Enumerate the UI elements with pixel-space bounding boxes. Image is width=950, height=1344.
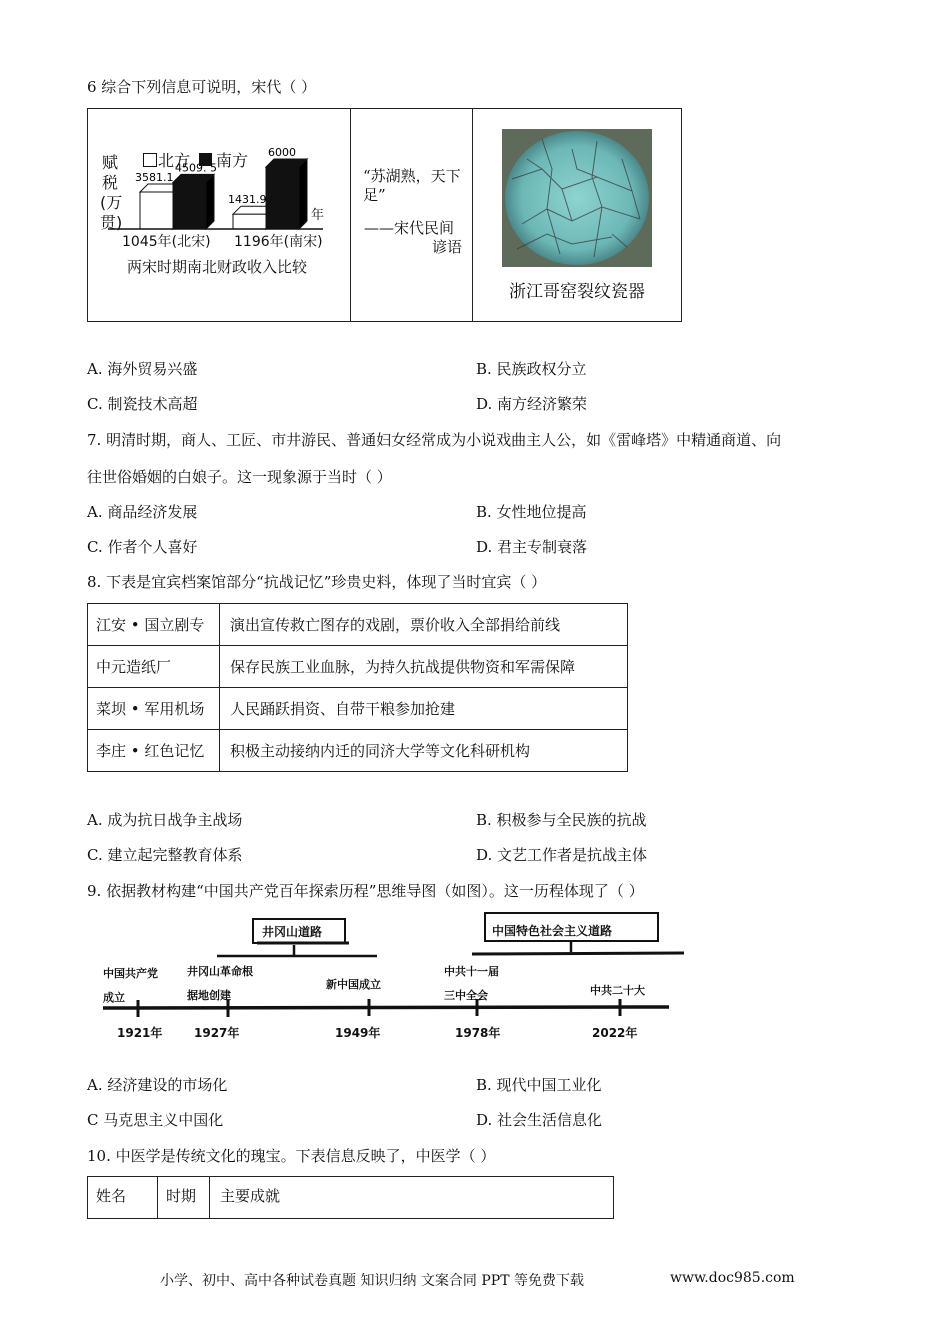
chart-bars xyxy=(140,159,307,229)
event-year: 1927年 xyxy=(194,1026,240,1040)
tax-chart xyxy=(88,109,350,321)
porcelain-caption: 浙江哥窑裂纹瓷器 xyxy=(509,282,645,302)
bar-south xyxy=(266,159,307,229)
legend-south-label: 南方 xyxy=(216,151,249,170)
table-row xyxy=(88,604,628,646)
q8-option-a[interactable]: A. 成为抗日战争主战场 xyxy=(87,811,243,829)
q6-divider-2 xyxy=(472,109,473,321)
table-header-period: 时期 xyxy=(158,1177,210,1219)
y-label-char: 税 xyxy=(101,173,118,192)
q8-option-c[interactable]: C. 建立起完整教育体系 xyxy=(87,846,243,864)
porcelain-photo xyxy=(502,129,652,267)
table-cell-desc: 演出宣传救亡图存的戏剧，票价收入全部捐给前线 xyxy=(220,604,628,646)
event-year: 1978年 xyxy=(455,1026,501,1040)
bar-south xyxy=(173,174,214,229)
q6-saying-source-1: ——宋代民间 xyxy=(364,219,455,237)
q6-saying: “苏湖熟，天下足” xyxy=(363,167,461,204)
chart-x-tick-1: 1045年(北宋) xyxy=(122,234,211,250)
q7-stem-line1: 7. 明清时期，商人、工匠、市井游民、普通妇女经常成为小说戏曲主人公，如《雷峰塔》中精通商道、向 xyxy=(87,431,782,449)
q9-option-d[interactable]: D. 社会生活信息化 xyxy=(476,1111,603,1129)
event-label: 成立 xyxy=(103,991,125,1004)
footer-site-link[interactable]: www.doc985.com xyxy=(670,1270,795,1286)
q8-stem: 8. 下表是宜宾档案馆部分“抗战记忆”珍贵史料，体现了当时宜宾（ ） xyxy=(87,573,547,591)
q6-material-table xyxy=(87,108,682,322)
table-cell-desc: 积极主动接纳内迁的同济大学等文化科研机构 xyxy=(220,730,628,772)
q6-divider-1 xyxy=(350,109,351,321)
q7-option-a[interactable]: A. 商品经济发展 xyxy=(87,503,198,521)
bar-value-label: 1431.9 xyxy=(228,193,267,207)
table-cell-place: 江安 • 国立剧专 xyxy=(88,604,220,646)
event-label: 中国共产党 xyxy=(103,967,158,980)
table-cell-desc: 保存民族工业血脉，为持久抗战提供物资和军需保障 xyxy=(220,646,628,688)
table-header-row xyxy=(88,1177,614,1219)
box-right-label: 中国特色社会主义道路 xyxy=(492,924,613,938)
y-label-char: (万 xyxy=(100,193,123,212)
event-label: 三中全会 xyxy=(444,989,488,1002)
q6-option-b[interactable]: B. 民族政权分立 xyxy=(476,360,587,378)
footer-text: 小学、初中、高中各种试卷真题 知识归纳 文案合同 PPT 等免费下载 xyxy=(160,1273,584,1289)
box-left-label: 井冈山道路 xyxy=(262,925,323,939)
bar-value-label: 3581.1 xyxy=(135,170,174,184)
bar-value-label: 4509. 5 xyxy=(175,161,217,175)
q6-stem: 6 综合下列信息可说明，宋代（ ） xyxy=(87,78,317,96)
chart-x-axis-label: 年 xyxy=(311,208,325,223)
q8-archive-table xyxy=(87,603,628,772)
event-label: 井冈山革命根 xyxy=(187,965,253,978)
q10-medicine-table xyxy=(87,1176,614,1219)
porcelain-crackle-image xyxy=(502,129,652,267)
table-row xyxy=(88,730,628,772)
q9-option-b[interactable]: B. 现代中国工业化 xyxy=(476,1076,602,1094)
q9-option-a[interactable]: A. 经济建设的市场化 xyxy=(87,1076,228,1094)
chart-x-tick-2: 1196年(南宋) xyxy=(234,234,323,250)
event-year: 2022年 xyxy=(592,1026,638,1040)
table-row xyxy=(88,688,628,730)
bar-value-label: 6000 xyxy=(268,146,296,159)
table-header-name: 姓名 xyxy=(88,1177,158,1219)
q7-option-d[interactable]: D. 君主专制衰落 xyxy=(476,538,588,556)
table-row xyxy=(88,646,628,688)
chart-caption: 两宋时期南北财政收入比较 xyxy=(127,258,308,276)
y-label-char: 赋 xyxy=(101,153,118,172)
box-right-bracket xyxy=(472,953,684,954)
q7-stem-line2: 往世俗婚姻的白娘子。这一现象源于当时（ ） xyxy=(87,468,392,486)
event-year: 1921年 xyxy=(117,1026,163,1040)
q9-stem: 9. 依据教材构建“中国共产党百年探索历程”思维导图（如图）。这一历程体现了（ ） xyxy=(87,882,644,900)
event-label: 中共十一届 xyxy=(444,965,499,978)
event-label: 中共二十大 xyxy=(590,984,645,997)
q6-option-a[interactable]: A. 海外贸易兴盛 xyxy=(87,360,198,378)
timeline-diagram xyxy=(87,908,687,1043)
event-label: 新中国成立 xyxy=(326,978,381,991)
table-cell-desc: 人民踊跃捐资、自带干粮参加抢建 xyxy=(220,688,628,730)
timeline-axis xyxy=(103,1007,669,1008)
q7-option-c[interactable]: C. 作者个人喜好 xyxy=(87,538,198,556)
q8-option-d[interactable]: D. 文艺工作者是抗战主体 xyxy=(476,846,648,864)
event-label: 据地创建 xyxy=(187,989,231,1002)
table-cell-place: 中元造纸厂 xyxy=(88,646,220,688)
legend-north-label: 北方 xyxy=(158,151,191,170)
table-cell-place: 菜坝 • 军用机场 xyxy=(88,688,220,730)
q7-option-b[interactable]: B. 女性地位提高 xyxy=(476,503,587,521)
q6-saying-source-2: 谚语 xyxy=(432,238,463,256)
q6-option-d[interactable]: D. 南方经济繁荣 xyxy=(476,395,588,413)
event-year: 1949年 xyxy=(335,1026,381,1040)
y-label-char: 贯) xyxy=(100,213,123,232)
table-header-achievement: 主要成就 xyxy=(210,1177,614,1219)
q9-option-c[interactable]: C 马克思主义中国化 xyxy=(87,1111,224,1129)
table-cell-place: 李庄 • 红色记忆 xyxy=(88,730,220,772)
q6-option-c[interactable]: C. 制瓷技术高超 xyxy=(87,395,198,413)
q10-stem: 10. 中医学是传统文化的瑰宝。下表信息反映了，中医学（ ） xyxy=(87,1147,496,1165)
q8-option-b[interactable]: B. 积极参与全民族的抗战 xyxy=(476,811,647,829)
